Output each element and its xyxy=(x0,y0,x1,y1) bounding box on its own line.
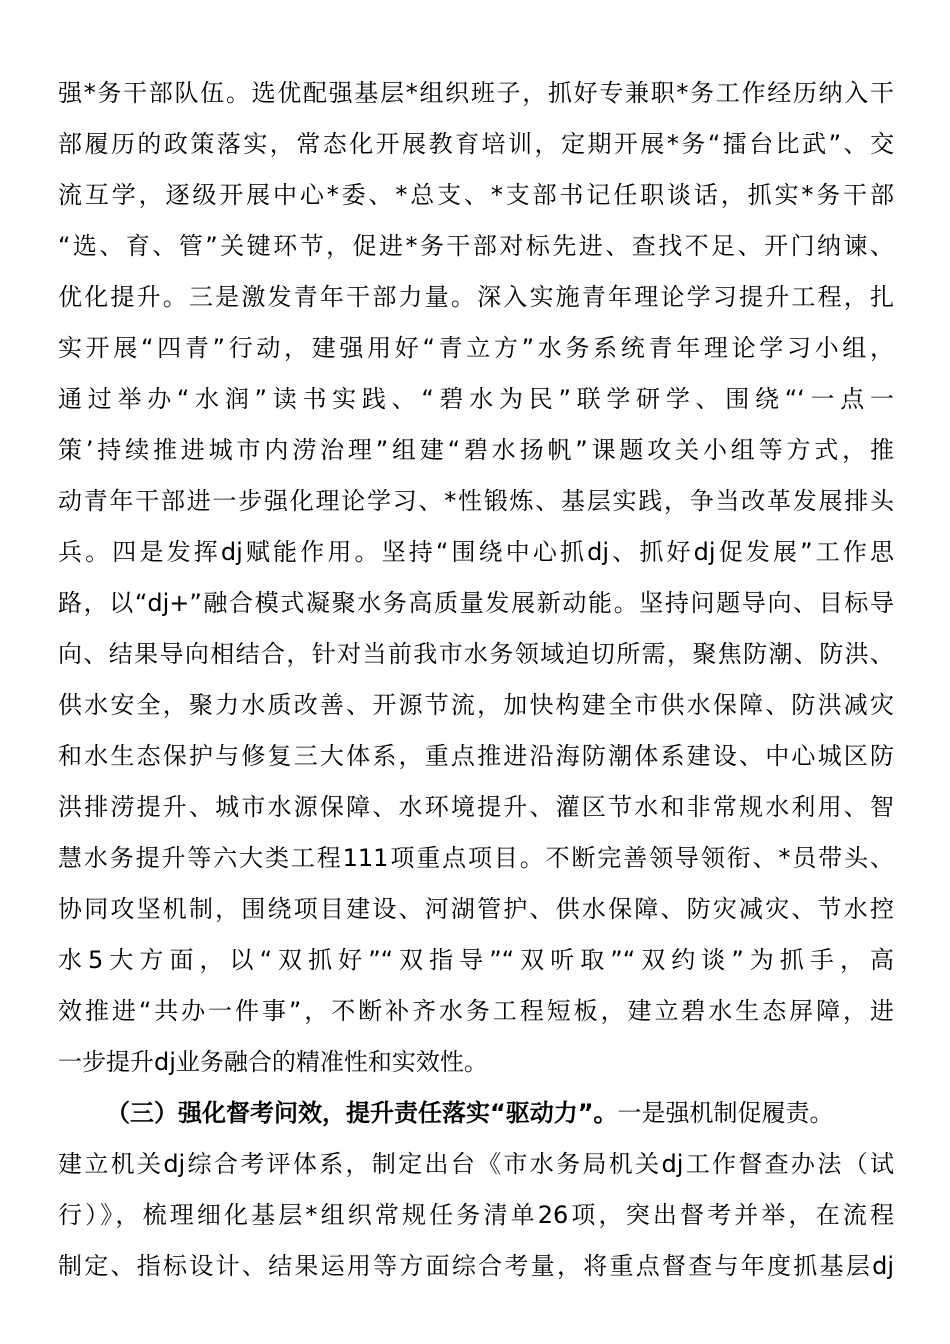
text-line: 优化提升。三是激发青年干部力量。深入实施青年理论学习提升工程，扎 xyxy=(58,283,894,311)
text-line: 协同攻坚机制，围绕项目建设、河湖管护、供水保障、防灾减灾、节水控 xyxy=(58,895,894,923)
text-line: 实开展“四青”行动，建强用好“青立方”水务系统青年理论学习小组， xyxy=(58,334,894,362)
document-body xyxy=(58,68,894,1292)
text-line: 供水安全，聚力水质改善、开源节流，加快构建全市供水保障、防洪减灾 xyxy=(58,691,894,719)
text-line: 效推进“共办一件事”，不断补齐水务工程短板，建立碧水生态屏障，进 xyxy=(58,997,894,1025)
text-line: 行）》，梳理细化基层*组织常规任务清单26项，突出督考并举，在流程 xyxy=(58,1201,894,1229)
text-line: 向、结果导向相结合，针对当前我市水务领域迫切所需，聚焦防潮、防洪、 xyxy=(58,640,894,668)
text-line-last: 一步提升dj业务融合的精准性和实效性。 xyxy=(58,1048,488,1076)
text-line: 慧水务提升等六大类工程111项重点项目。不断完善领导领衔、*员带头、 xyxy=(58,844,894,872)
text-line: 制定、指标设计、结果运用等方面综合考量，将重点督查与年度抓基层dj xyxy=(58,1252,894,1280)
section-heading: （三）强化督考问效，提升责任落实“驱动力”。 xyxy=(106,1099,618,1127)
paragraph-party-cadres xyxy=(58,68,894,1088)
text-line: 洪排涝提升、城市水源保障、水环境提升、灌区节水和非常规水利用、智 xyxy=(58,793,894,821)
text-line: 通过举办“水润”读书实践、“碧水为民”联学研学、围绕“‘一点一 xyxy=(58,385,894,413)
text-line: 策’持续推进城市内涝治理”组建“碧水扬帆”课题攻关小组等方式，推 xyxy=(58,436,894,464)
text-line: 兵。四是发挥dj赋能作用。坚持“围绕中心抓dj、抓好dj促发展”工作思 xyxy=(58,538,894,566)
text-line: 路，以“dj+”融合模式凝聚水务高质量发展新动能。坚持问题导向、目标导 xyxy=(58,589,894,617)
text-line: 水5大方面，以“双抓好”“双指导”“双听取”“双约谈”为抓手，高 xyxy=(58,946,894,974)
text-line: “选、育、管”关键环节，促进*务干部对标先进、查找不足、开门纳谏、 xyxy=(58,232,894,260)
text-line: 和水生态保护与修复三大体系，重点推进沿海防潮体系建设、中心城区防 xyxy=(58,742,894,770)
text-line: 流互学，逐级开展中心*委、*总支、*支部书记任职谈话，抓实*务干部 xyxy=(58,181,894,209)
text-line: 部履历的政策落实，常态化开展教育培训，定期开展*务“擂台比武”、交 xyxy=(58,130,894,158)
text-line: 建立机关dj综合考评体系，制定出台《市水务局机关dj工作督查办法（试 xyxy=(58,1150,894,1178)
section-first-text: 一是强机制促履责。 xyxy=(617,1099,834,1127)
text-line: 动青年干部进一步强化理论学习、*性锻炼、基层实践，争当改革发展排头 xyxy=(58,487,894,515)
text-line: 强*务干部队伍。选优配强基层*组织班子，抓好专兼职*务工作经历纳入干 xyxy=(58,79,894,107)
section-heading-line xyxy=(58,1088,894,1139)
section-3 xyxy=(58,1088,894,1292)
